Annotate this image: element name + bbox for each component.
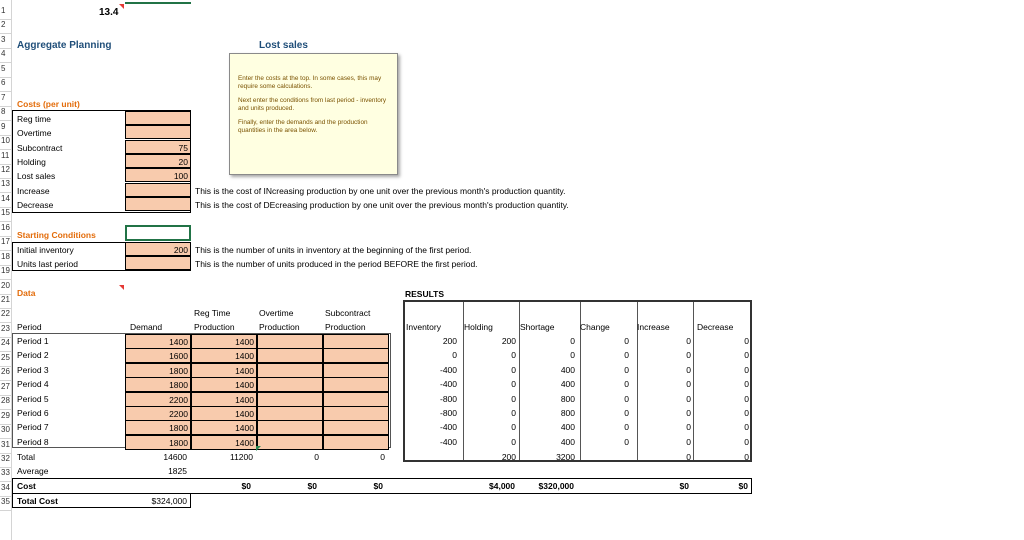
overtime-input[interactable] bbox=[257, 377, 323, 392]
row-number[interactable]: 9 bbox=[1, 121, 6, 131]
reg-time-input[interactable]: 1400 bbox=[191, 420, 257, 435]
overtime-input[interactable] bbox=[257, 348, 323, 363]
col-reg-time-2: Production bbox=[194, 322, 235, 332]
reg-time-input[interactable]: 1400 bbox=[191, 363, 257, 378]
initial-inventory-input[interactable]: 200 bbox=[125, 242, 191, 256]
units-last-period-note: This is the number of units produced in the period BEFORE the first period. bbox=[195, 259, 478, 269]
cost-label: Reg time bbox=[17, 114, 52, 124]
cost-reg: $0 bbox=[241, 481, 251, 491]
row-number[interactable]: 17 bbox=[1, 237, 10, 247]
change-value: 0 bbox=[624, 408, 629, 418]
row-number[interactable]: 25 bbox=[1, 352, 10, 362]
starting-section-label: Starting Conditions bbox=[17, 230, 96, 240]
subcontract-input[interactable] bbox=[323, 435, 389, 450]
reg-time-input[interactable]: 1400 bbox=[191, 435, 257, 450]
reg-time-input[interactable]: 1400 bbox=[191, 392, 257, 407]
subcontract-input[interactable] bbox=[323, 420, 389, 435]
row-number[interactable]: 23 bbox=[1, 323, 10, 333]
inventory-value: 0 bbox=[452, 350, 457, 361]
increase-value: 0 bbox=[686, 364, 691, 375]
cost-label: Cost bbox=[17, 481, 36, 491]
shortage-value: 400 bbox=[560, 422, 575, 433]
decrease-note: This is the cost of DEcreasing production by one unit over the previous month's production quantity. bbox=[195, 200, 569, 210]
shortage-value: 400 bbox=[560, 364, 575, 375]
variant-title: Lost sales bbox=[259, 40, 308, 51]
cost-label: Increase bbox=[17, 186, 50, 196]
increase-value: 0 bbox=[686, 336, 691, 346]
total-subcontract: 0 bbox=[380, 452, 385, 462]
total-shortage: 3200 bbox=[556, 452, 575, 462]
cost-label: Overtime bbox=[17, 128, 52, 138]
change-value: 0 bbox=[624, 350, 629, 361]
col-subcontract-1: Subcontract bbox=[325, 308, 371, 318]
instruction-comment bbox=[229, 53, 398, 175]
col-period: Period bbox=[17, 322, 42, 332]
row-number[interactable]: 33 bbox=[1, 468, 10, 478]
holding-value: 200 bbox=[501, 336, 516, 346]
change-value: 0 bbox=[624, 436, 629, 447]
demand-input[interactable]: 2200 bbox=[125, 406, 191, 421]
holding-value: 0 bbox=[511, 350, 516, 361]
change-value: 0 bbox=[624, 422, 629, 433]
col-reg-time-1: Reg Time bbox=[194, 308, 231, 318]
data-section-label: Data bbox=[17, 288, 36, 298]
inventory-value: -400 bbox=[439, 379, 457, 390]
row-number[interactable]: 15 bbox=[1, 208, 10, 218]
increase-value: 0 bbox=[686, 436, 691, 447]
row-number[interactable]: 20 bbox=[1, 280, 10, 290]
overtime-input[interactable] bbox=[257, 420, 323, 435]
total-increase: 0 bbox=[686, 452, 691, 462]
cost-input[interactable] bbox=[125, 111, 191, 125]
period-label: Period 8 bbox=[17, 436, 49, 447]
row-number[interactable]: 11 bbox=[1, 150, 10, 160]
demand-input[interactable]: 1800 bbox=[125, 435, 191, 450]
cost-input[interactable]: 100 bbox=[125, 168, 191, 182]
demand-input[interactable]: 1800 bbox=[125, 377, 191, 392]
row-divider bbox=[0, 510, 11, 511]
demand-input[interactable]: 1800 bbox=[125, 363, 191, 378]
holding-value: 0 bbox=[511, 408, 516, 418]
cost-input[interactable] bbox=[125, 197, 191, 211]
subcontract-input[interactable] bbox=[323, 377, 389, 392]
inventory-value: -400 bbox=[439, 364, 457, 375]
total-reg: 11200 bbox=[229, 452, 253, 462]
comment-line-1: Enter the costs at the top. In some cases, this may require some calculations. bbox=[238, 75, 382, 90]
period-label: Period 5 bbox=[17, 393, 49, 404]
initial-inventory-note: This is the number of units in inventory at the beginning of the first period. bbox=[195, 245, 472, 255]
col-subcontract-2: Production bbox=[325, 322, 366, 332]
shortage-value: 800 bbox=[560, 408, 575, 418]
cost-decrease: $0 bbox=[738, 481, 748, 491]
results-label: RESULTS bbox=[405, 289, 445, 299]
increase-value: 0 bbox=[686, 379, 691, 390]
shortage-value: 0 bbox=[570, 350, 575, 361]
cost-label: Holding bbox=[17, 157, 46, 167]
problem-number: 13.4 bbox=[99, 7, 119, 18]
period-label: Period 4 bbox=[17, 379, 49, 390]
initial-inventory-label: Initial inventory bbox=[17, 245, 74, 255]
row-number[interactable]: 22 bbox=[1, 309, 10, 319]
cost-input[interactable]: 75 bbox=[125, 140, 191, 154]
shortage-value: 800 bbox=[560, 393, 575, 404]
change-value: 0 bbox=[624, 393, 629, 404]
period-label: Period 7 bbox=[17, 422, 49, 433]
cost-label: Lost sales bbox=[17, 171, 56, 181]
period-label: Period 2 bbox=[17, 350, 49, 361]
col-overtime-2: Production bbox=[259, 322, 300, 332]
row-number[interactable]: 13 bbox=[1, 179, 10, 189]
overtime-input[interactable] bbox=[257, 406, 323, 421]
subcontract-input[interactable] bbox=[323, 348, 389, 363]
col-decrease: Decrease bbox=[697, 322, 734, 332]
inventory-value: -400 bbox=[439, 422, 457, 433]
inventory-value: -400 bbox=[439, 436, 457, 447]
total-decrease: 0 bbox=[744, 452, 749, 462]
cost-label: Decrease bbox=[17, 200, 54, 210]
selected-cell[interactable] bbox=[125, 225, 191, 241]
cost-shortage: $320,000 bbox=[538, 481, 574, 491]
cost-subcontract: $0 bbox=[373, 481, 383, 491]
units-last-period-input[interactable] bbox=[125, 256, 191, 270]
cost-input[interactable]: 20 bbox=[125, 154, 191, 168]
reg-time-input[interactable]: 1400 bbox=[191, 334, 257, 349]
page-title: Aggregate Planning bbox=[17, 40, 112, 51]
row-number[interactable]: 7 bbox=[1, 92, 6, 102]
increase-note: This is the cost of INcreasing production by one unit over the previous month's production quantity. bbox=[195, 186, 566, 196]
col-shortage: Shortage bbox=[520, 322, 555, 332]
row-number[interactable]: 18 bbox=[1, 251, 10, 261]
selection-edge bbox=[125, 2, 191, 4]
holding-value: 0 bbox=[511, 436, 516, 447]
row-number[interactable]: 26 bbox=[1, 367, 10, 377]
holding-value: 0 bbox=[511, 393, 516, 404]
decrease-value: 0 bbox=[744, 379, 749, 390]
decrease-value: 0 bbox=[744, 336, 749, 346]
col-change: Change bbox=[580, 322, 610, 332]
row-number[interactable]: 21 bbox=[1, 295, 10, 304]
decrease-value: 0 bbox=[744, 364, 749, 375]
change-value: 0 bbox=[624, 336, 629, 346]
row-number[interactable]: 31 bbox=[1, 439, 10, 449]
increase-value: 0 bbox=[686, 422, 691, 433]
total-cost-value: $324,000 bbox=[151, 496, 187, 506]
subcontract-input[interactable] bbox=[323, 334, 389, 349]
row-number[interactable]: 5 bbox=[1, 63, 6, 73]
overtime-input[interactable] bbox=[257, 392, 323, 407]
row-number[interactable]: 12 bbox=[1, 164, 10, 174]
row-number[interactable]: 14 bbox=[1, 193, 10, 203]
row-number[interactable]: 35 bbox=[1, 497, 10, 507]
demand-input[interactable]: 1400 bbox=[125, 334, 191, 349]
comment-line-3: Finally, enter the demands and the production quantities in the area below. bbox=[238, 119, 368, 134]
cost-holding: $4,000 bbox=[489, 481, 515, 491]
col-increase: Increase bbox=[637, 322, 670, 332]
overtime-input[interactable] bbox=[257, 363, 323, 378]
reg-time-input[interactable]: 1400 bbox=[191, 348, 257, 363]
row-number[interactable]: 24 bbox=[1, 338, 10, 348]
cost-input[interactable] bbox=[125, 125, 191, 139]
total-holding: 200 bbox=[501, 452, 516, 462]
holding-value: 0 bbox=[511, 379, 516, 390]
cost-increase: $0 bbox=[679, 481, 689, 491]
cost-input[interactable] bbox=[125, 183, 191, 197]
decrease-value: 0 bbox=[744, 350, 749, 361]
row-number[interactable]: 16 bbox=[1, 222, 10, 232]
comment-indicator-icon[interactable] bbox=[119, 4, 124, 9]
reg-time-input[interactable]: 1400 bbox=[191, 406, 257, 421]
shortage-value: 400 bbox=[560, 379, 575, 390]
average-label: Average bbox=[17, 466, 49, 476]
col-demand: Demand bbox=[130, 322, 163, 332]
overtime-input[interactable] bbox=[257, 334, 323, 349]
period-label: Period 1 bbox=[17, 336, 49, 346]
decrease-value: 0 bbox=[744, 436, 749, 447]
row-number[interactable]: 30 bbox=[1, 425, 10, 435]
period-label: Period 6 bbox=[17, 408, 49, 418]
subcontract-input[interactable] bbox=[323, 406, 389, 421]
demand-input[interactable]: 1800 bbox=[125, 420, 191, 435]
row-number[interactable]: 10 bbox=[1, 136, 10, 146]
decrease-value: 0 bbox=[744, 408, 749, 418]
increase-value: 0 bbox=[686, 350, 691, 361]
shortage-value: 400 bbox=[560, 436, 575, 447]
row-number[interactable]: 28 bbox=[1, 396, 10, 406]
inventory-value: 200 bbox=[442, 336, 457, 346]
change-value: 0 bbox=[624, 364, 629, 375]
col-holding: Holding bbox=[464, 322, 493, 332]
demand-input[interactable]: 1600 bbox=[125, 348, 191, 363]
row-number[interactable]: 27 bbox=[1, 381, 10, 391]
costs-section-label bbox=[17, 97, 80, 111]
comment-indicator-icon[interactable] bbox=[119, 285, 124, 290]
row-number[interactable]: 3 bbox=[1, 34, 6, 44]
row-number[interactable]: 19 bbox=[1, 266, 10, 276]
row-number[interactable]: 34 bbox=[1, 482, 10, 492]
units-last-period-label: Units last period bbox=[17, 259, 78, 269]
increase-value: 0 bbox=[686, 393, 691, 404]
row-number[interactable]: 6 bbox=[1, 78, 6, 88]
row-number[interactable]: 8 bbox=[1, 107, 6, 117]
overtime-input[interactable] bbox=[257, 435, 323, 450]
row-number[interactable]: 29 bbox=[1, 410, 10, 420]
increase-value: 0 bbox=[686, 408, 691, 418]
subcontract-input[interactable] bbox=[323, 363, 389, 378]
inventory-value: -800 bbox=[439, 393, 457, 404]
row-number[interactable]: 4 bbox=[1, 49, 6, 59]
decrease-value: 0 bbox=[744, 422, 749, 433]
total-label: Total bbox=[17, 452, 35, 462]
col-inventory: Inventory bbox=[406, 322, 441, 332]
demand-input[interactable]: 2200 bbox=[125, 392, 191, 407]
inventory-value: -800 bbox=[439, 408, 457, 418]
holding-value: 0 bbox=[511, 364, 516, 375]
cost-overtime: $0 bbox=[307, 481, 317, 491]
row-header-column[interactable] bbox=[0, 0, 12, 540]
total-cost-label: Total Cost bbox=[17, 496, 58, 506]
average-demand: 1825 bbox=[168, 466, 187, 476]
total-demand: 14600 bbox=[163, 452, 187, 462]
row-number[interactable]: 2 bbox=[1, 20, 6, 30]
period-label: Period 3 bbox=[17, 364, 49, 375]
shortage-value: 0 bbox=[570, 336, 575, 346]
row-number[interactable]: 1 bbox=[1, 6, 6, 15]
costs-section-text: Costs (per unit) bbox=[17, 99, 80, 109]
change-value: 0 bbox=[624, 379, 629, 390]
total-overtime: 0 bbox=[314, 452, 319, 462]
holding-value: 0 bbox=[511, 422, 516, 433]
subcontract-input[interactable] bbox=[323, 392, 389, 407]
decrease-value: 0 bbox=[744, 393, 749, 404]
comment-line-2: Next enter the conditions from last period - inventory and units produced. bbox=[238, 97, 387, 112]
col-overtime-1: Overtime bbox=[259, 308, 294, 318]
reg-time-input[interactable]: 1400 bbox=[191, 377, 257, 392]
cost-label: Subcontract bbox=[17, 143, 63, 153]
row-number[interactable]: 32 bbox=[1, 453, 10, 463]
